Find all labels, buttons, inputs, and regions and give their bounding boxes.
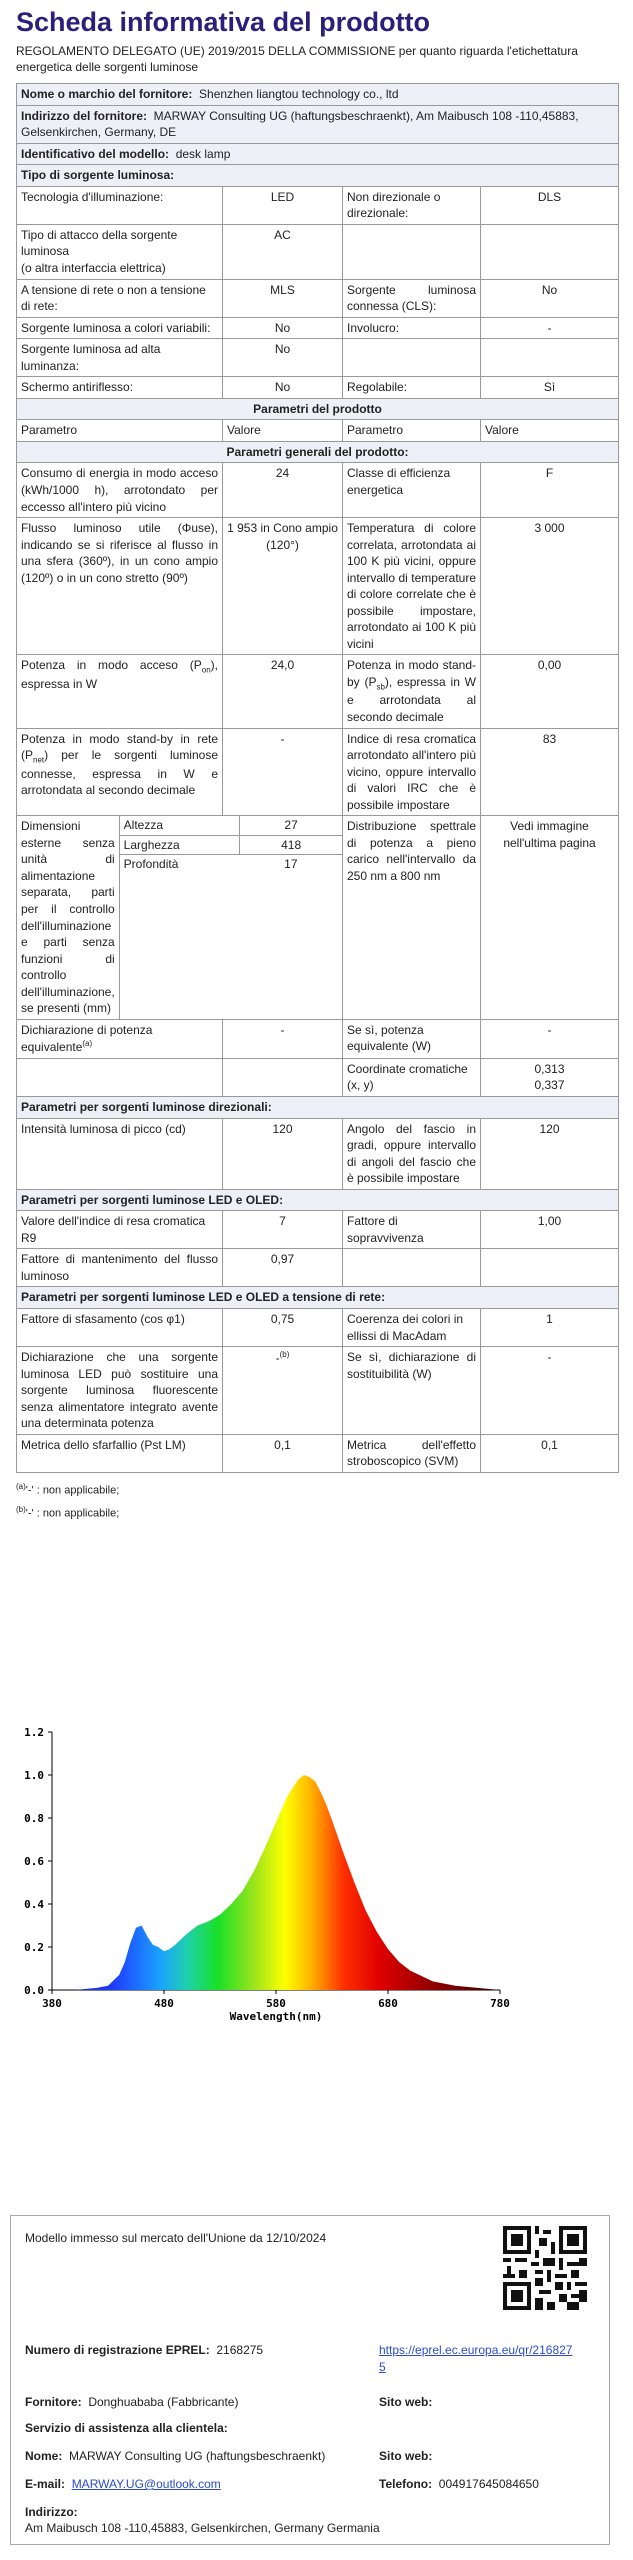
type-label: Regolabile: xyxy=(343,377,481,399)
param-row xyxy=(17,728,619,816)
param-label: Coordinate cromatiche (x, y) xyxy=(343,1058,481,1096)
param-value: 24 xyxy=(223,463,343,518)
type-value xyxy=(481,224,619,279)
type-label: Schermo antiriflesso: xyxy=(17,377,223,399)
dimensions-table xyxy=(120,816,342,874)
param-value: 120 xyxy=(223,1118,343,1189)
website-label: Sito web: xyxy=(379,2395,433,2409)
supplier-address-label: Indirizzo del fornitore: xyxy=(21,108,147,123)
param-value xyxy=(481,1249,619,1287)
param-label: Indice di resa cromatica arrotondato all'intero più vicino, oppure intervallo di valori IRC che è possibile impostare xyxy=(343,728,481,816)
info-box xyxy=(10,2215,610,2545)
fornitore-row: Fornitore: Donghuababa (Fabbricante) xyxy=(25,2395,239,2409)
model-value: desk lamp xyxy=(175,146,231,161)
footnote: $^{(a)}$'-' : non applicabile; xyxy=(16,1481,120,1497)
param-label xyxy=(343,1249,481,1287)
supplier-address-row xyxy=(17,105,619,143)
email-row: E-mail: MARWAY.UG@outlook.com xyxy=(25,2477,221,2491)
param-value: 83 xyxy=(481,728,619,816)
type-value: No xyxy=(223,339,343,377)
type-row xyxy=(17,339,619,377)
param-label: Dichiarazione che una sorgente luminosa LED può sostituire una sorgente luminosa fluorescente senza alimentatore integrato avente una determinata potenza xyxy=(17,1347,223,1435)
param-label: Se sì, potenza equivalente (W) xyxy=(343,1019,481,1058)
param-label: Metrica dell'effetto stroboscopico (SVM) xyxy=(343,1434,481,1472)
param-label: Valore dell'indice di resa cromatica R9 xyxy=(17,1211,223,1249)
type-header: Tipo di sorgente luminosa: xyxy=(17,165,619,187)
x-tick-label: 380 xyxy=(42,1997,62,2010)
general-header: Parametri generali del prodotto: xyxy=(17,441,619,463)
footnotes xyxy=(16,1479,618,1524)
param-row xyxy=(17,1434,619,1472)
param-label: Potenza in modo stand-by $(P_{sb})$, espressa in W e arrotondata al secondo decimale xyxy=(343,655,481,728)
param-label: Metrica dello sfarfallio (Pst LM) xyxy=(17,1434,223,1472)
y-tick-label: 0.8 xyxy=(24,1812,44,1825)
param-label: Classe di efficienza energetica xyxy=(343,463,481,518)
type-value: - xyxy=(481,317,619,339)
param-label: Fattore di mantenimento del flusso luminoso xyxy=(17,1249,223,1287)
param-value: 0,1 xyxy=(223,1434,343,1472)
type-value: No xyxy=(481,279,619,317)
type-label: A tensione di rete o non a tensione di rete: xyxy=(17,279,223,317)
x-tick-label: 580 xyxy=(266,1997,286,2010)
param-value: 1 953 in Cono ampio (120°) xyxy=(223,518,343,655)
dim-value: 418 xyxy=(240,835,342,855)
address-label: Indirizzo: xyxy=(25,2505,78,2519)
col-header-value: Valore xyxy=(223,420,343,442)
eprel-row: Numero di registrazione EPREL: 2168275 xyxy=(25,2343,264,2357)
param-label: Fattore di sopravvivenza xyxy=(343,1211,481,1249)
params-header: Parametri del prodotto xyxy=(17,398,619,420)
param-value: 0,00 xyxy=(481,655,619,728)
type-value xyxy=(481,339,619,377)
param-row xyxy=(17,518,619,655)
spectrum-area xyxy=(52,1775,500,1990)
supplier-name-label: Nome o marchio del fornitore: xyxy=(21,87,193,102)
dim-key: Larghezza xyxy=(120,835,240,855)
type-value: MLS xyxy=(223,279,343,317)
led-header: Parametri per sorgenti luminose LED e OLED: xyxy=(17,1189,619,1211)
dim-value: 17 xyxy=(284,857,298,872)
dim-key: Profondità xyxy=(123,857,179,872)
y-tick-label: 0.2 xyxy=(24,1941,44,1954)
param-label: Potenza in modo acceso $(P_{on})$, espressa in W xyxy=(17,655,223,728)
directional-header: Parametri per sorgenti luminose direzionali: xyxy=(17,1097,619,1119)
param-row xyxy=(17,1309,619,1347)
x-tick-label: 780 xyxy=(490,1997,510,2010)
param-label: Temperatura di colore correlata, arrotondata ai 100 K più vicini, oppure intervallo di temperature di colore correlate che è possibile impostare, arrotondato ai 100 K più vicini xyxy=(343,518,481,655)
x-tick-label: 480 xyxy=(154,1997,174,2010)
supplier-name-row xyxy=(17,84,619,106)
page-title: Scheda informativa del prodotto xyxy=(16,7,431,37)
customer-service-title: Servizio di assistenza alla clientela: xyxy=(25,2421,228,2435)
contact-name-row: Nome: MARWAY Consulting UG (haftungsbeschraenkt) xyxy=(25,2449,326,2463)
type-value: DLS xyxy=(481,186,619,224)
product-sheet xyxy=(16,8,618,1524)
spectrum-svg xyxy=(0,1720,520,2050)
type-row xyxy=(17,186,619,224)
type-value: LED xyxy=(223,186,343,224)
param-value: 0,1 xyxy=(481,1434,619,1472)
type-label: Sorgente luminosa ad alta luminanza: xyxy=(17,339,223,377)
type-label: Non direzionale o direzionale: xyxy=(343,186,481,224)
qr-code-icon xyxy=(503,2226,587,2310)
param-value: 120 xyxy=(481,1118,619,1189)
type-label: Sorgente luminosa a colori variabili: xyxy=(17,317,223,339)
supplier-address-value: MARWAY Consulting UG (haftungsbeschraenkt), Am Maibusch 108 -110,45883, Gelsenkirchen, Germany, DE xyxy=(21,108,579,140)
type-label: Tipo di attacco della sorgente luminosa (o altra interfaccia elettrica) xyxy=(17,224,223,279)
column-headers xyxy=(17,420,619,442)
y-tick-label: 0.6 xyxy=(24,1855,44,1868)
col-header-param: Parametro xyxy=(17,420,223,442)
param-value: 0,75 xyxy=(223,1309,343,1347)
type-label xyxy=(343,224,481,279)
type-row xyxy=(17,224,619,279)
param-row xyxy=(17,463,619,518)
param-value: -$^{(b)}$ xyxy=(223,1347,343,1435)
param-value: - xyxy=(223,728,343,816)
footnote: $^{(b)}$'-' : non applicabile; xyxy=(16,1504,120,1520)
param-row xyxy=(17,655,619,728)
dimensions-label: Dimensioni esterne senza unità di alimentazione separata, parti per il controllo dell'illuminazione e parti senza funzioni di controllo dell'illuminazione, se presenti (mm) xyxy=(17,816,119,1019)
type-label: Involucro: xyxy=(343,317,481,339)
market-date: Modello immesso sul mercato dell'Unione da 12/10/2024 xyxy=(25,2231,327,2245)
type-label xyxy=(343,339,481,377)
param-value: 0,313 0,337 xyxy=(481,1058,619,1096)
website-label-2: Sito web: xyxy=(379,2449,433,2463)
param-label: Dichiarazione di potenza equivalente$^{(a)}$ xyxy=(17,1019,223,1058)
x-axis-label: Wavelength(nm) xyxy=(229,2010,323,2023)
type-row xyxy=(17,279,619,317)
mains-header: Parametri per sorgenti luminose LED e OLED a tensione di rete: xyxy=(17,1287,619,1309)
supplier-name-value: Shenzhen liangtou technology co., ltd xyxy=(199,87,399,102)
type-value: Sì xyxy=(481,377,619,399)
y-tick-label: 0.0 xyxy=(24,1984,44,1997)
product-table xyxy=(16,83,619,1473)
param-value: 0,97 xyxy=(223,1249,343,1287)
param-row xyxy=(17,1019,619,1058)
spectrum-chart xyxy=(0,1720,520,2050)
y-tick-label: 1.2 xyxy=(24,1726,44,1739)
type-label: Sorgente luminosa connessa (CLS): xyxy=(343,279,481,317)
y-tick-label: 0.4 xyxy=(24,1898,44,1911)
param-value: 3 000 xyxy=(481,518,619,655)
type-value: AC xyxy=(223,224,343,279)
param-value: 7 xyxy=(223,1211,343,1249)
model-label: Identificativo del modello: xyxy=(21,146,170,161)
dim-value: 27 xyxy=(240,816,342,835)
param-row xyxy=(17,816,619,1020)
param-value: - xyxy=(223,1019,343,1058)
param-row xyxy=(17,1211,619,1249)
param-value: - xyxy=(481,1347,619,1435)
dimensions-cell xyxy=(17,816,343,1020)
param-value: 1,00 xyxy=(481,1211,619,1249)
regulation-text: REGOLAMENTO DELEGATO (UE) 2019/2015 DELLA COMMISSIONE per quanto riguarda l'etichettatura energetica delle sorgenti luminose xyxy=(16,43,578,74)
param-label: Flusso luminoso utile (Φuse), indicando se si riferisce al flusso in una sfera (360º), in un cono ampio (120º) o in un cono stretto (90º) xyxy=(17,518,223,655)
col-header-param: Parametro xyxy=(343,420,481,442)
type-label: Tecnologia d'illuminazione: xyxy=(17,186,223,224)
param-value: Vedi immagine nell'ultima pagina xyxy=(481,816,619,1020)
type-value: No xyxy=(223,317,343,339)
type-row xyxy=(17,317,619,339)
param-row xyxy=(17,1118,619,1189)
param-label: Angolo del fascio in gradi, oppure intervallo di angoli del fascio che è possibile impostare xyxy=(343,1118,481,1189)
dim-key: Altezza xyxy=(120,816,240,835)
x-tick-label: 680 xyxy=(378,1997,398,2010)
type-row xyxy=(17,377,619,399)
param-label: Potenza in modo stand-by in rete $(P_{net})$ per le sorgenti luminose connesse, espressa in W e arrotondata al secondo decimale xyxy=(17,728,223,816)
param-label: Fattore di sfasamento (cos φ1) xyxy=(17,1309,223,1347)
param-label: Se sì, dichiarazione di sostituibilità (W) xyxy=(343,1347,481,1435)
param-row xyxy=(17,1347,619,1435)
col-header-value: Valore xyxy=(481,420,619,442)
param-label: Consumo di energia in modo acceso (kWh/1000 h), arrotondato per eccesso all'intero più vicino xyxy=(17,463,223,518)
type-value: No xyxy=(223,377,343,399)
param-value: 24,0 xyxy=(223,655,343,728)
email-link[interactable]: MARWAY.UG@outlook.com xyxy=(71,2477,221,2491)
param-row xyxy=(17,1249,619,1287)
param-value: 1 xyxy=(481,1309,619,1347)
param-value: F xyxy=(481,463,619,518)
phone-row: Telefono: 004917645084650 xyxy=(379,2477,539,2491)
y-tick-label: 1.0 xyxy=(24,1769,44,1782)
param-value: - xyxy=(481,1019,619,1058)
eprel-link[interactable]: https://eprel.ec.europa.eu/qr/2168275 xyxy=(379,2343,573,2374)
model-row xyxy=(17,143,619,165)
param-label: Intensità luminosa di picco (cd) xyxy=(17,1118,223,1189)
param-label: Distribuzione spettrale di potenza a pieno carico nell'intervallo da 250 nm a 800 nm xyxy=(343,816,481,1020)
address-value: Am Maibusch 108 -110,45883, Gelsenkirchen, Germany Germania xyxy=(25,2521,380,2535)
param-row xyxy=(17,1058,619,1096)
param-label: Coerenza dei colori in ellissi di MacAdam xyxy=(343,1309,481,1347)
